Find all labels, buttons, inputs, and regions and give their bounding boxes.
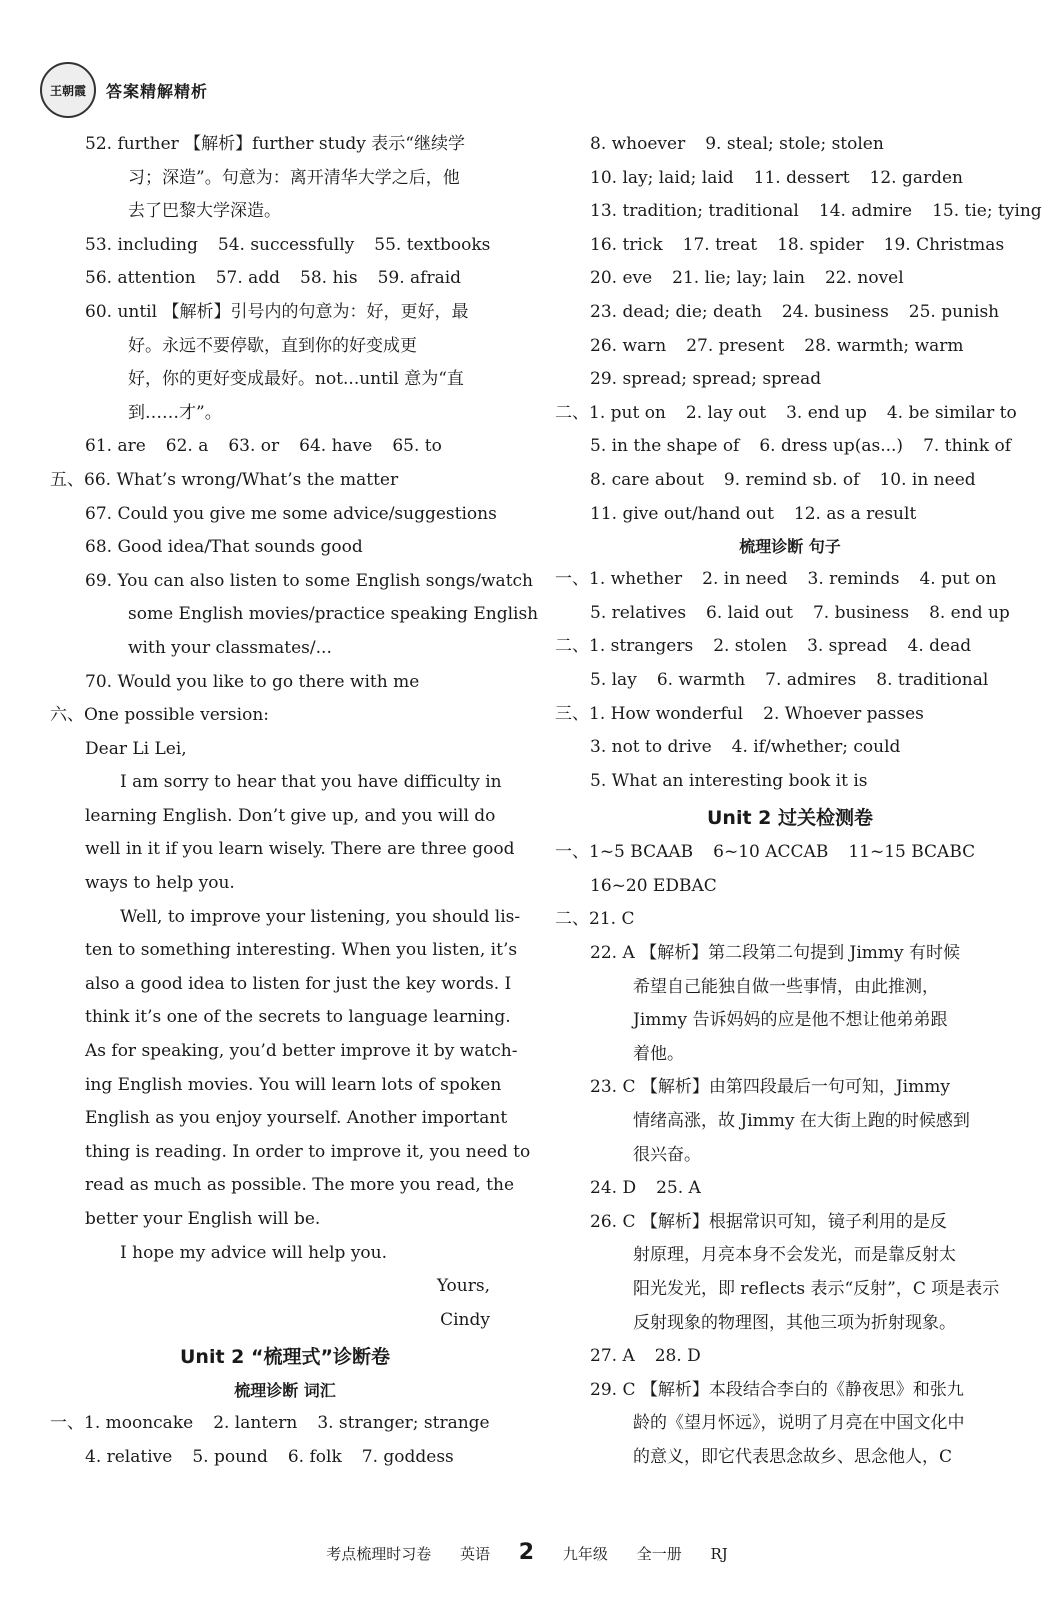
letter-line: better your English will be.: [85, 1209, 321, 1229]
answer-line: 好，你的更好变成最好。not...until 意为“直: [128, 369, 464, 390]
answer-line: 好。永远不要停歇，直到你的好变成更: [128, 335, 417, 356]
answer: 11. dessert: [753, 167, 850, 188]
answer-line: [555, 597, 1025, 631]
footer-volume: 全一册: [636, 1545, 682, 1563]
answer: 5. relatives: [590, 602, 687, 623]
answer-line: 到……才”。: [128, 402, 222, 423]
answer-line: 29. C 【解析】本段结合李白的《静夜思》和张九: [590, 1379, 964, 1400]
letter-signature: Cindy: [440, 1309, 490, 1330]
letter-line: think it’s one of the secrets to language learning.: [85, 1007, 511, 1028]
answer: 3. reminds: [807, 569, 900, 590]
answer: 25. punish: [908, 301, 1000, 322]
answer-line: 29. spread; spread; spread: [590, 369, 822, 390]
answer-line: 23. C 【解析】由第四段最后一句可知，Jimmy: [590, 1077, 950, 1098]
answer: 5. lay: [590, 669, 637, 690]
footer-series: 考点梳理时习卷: [326, 1545, 432, 1563]
section-heading: Unit 2 “梳理式”诊断卷: [180, 1346, 390, 1369]
answer: 6. folk: [287, 1446, 342, 1467]
answer-line: 16~20 EDBAC: [590, 875, 717, 896]
answer-line: [555, 731, 1025, 765]
answer-line: 52. further 【解析】further study 表示“继续学: [85, 134, 466, 154]
answer: 16. trick: [590, 234, 663, 255]
answer: 一、1. whether: [555, 569, 683, 590]
answer: 20. eve: [590, 268, 653, 289]
answer: 19. Christmas: [883, 234, 1005, 255]
answer-line: [555, 128, 1025, 162]
answer: 58. his: [300, 268, 358, 289]
answer: 62. a: [165, 436, 209, 457]
letter-line: Well, to improve your listening, you should lis-: [120, 906, 521, 927]
answer: 6~10 ACCAB: [713, 842, 829, 863]
letter-line: English as you enjoy yourself. Another important: [85, 1108, 508, 1129]
answer-line: [555, 195, 1042, 229]
answer: 2. in need: [702, 569, 788, 590]
answer: 25. A: [656, 1178, 701, 1199]
answer: 10. in need: [879, 469, 976, 490]
answer-line: [555, 1172, 1025, 1206]
answer-line: [50, 430, 520, 464]
answer: 二、1. strangers: [555, 636, 694, 657]
answer-line: [555, 397, 1025, 431]
answer: 27. present: [686, 335, 785, 356]
answer: 12. garden: [869, 167, 964, 188]
answer-line: [555, 262, 1025, 296]
answer-line: [555, 296, 1025, 330]
answer-line: [555, 498, 1025, 532]
answer: 26. warn: [590, 335, 667, 356]
answer-line: [50, 229, 520, 263]
answer: 17. treat: [682, 234, 758, 255]
answer: 一、1. mooncake: [50, 1413, 194, 1434]
answer-line: 射原理，月亮本身不会发光，而是靠反射太: [633, 1245, 956, 1266]
answer: 53. including: [85, 234, 198, 255]
letter-closing: Yours,: [436, 1276, 490, 1297]
answer-line: with your classmates/...: [128, 637, 332, 658]
answer-line: 68. Good idea/That sounds good: [85, 537, 363, 558]
answer-line: 67. Could you give me some advice/suggestions: [85, 503, 497, 524]
answer: 3. end up: [786, 402, 867, 423]
answer: 8. traditional: [876, 669, 989, 690]
answer-line: [555, 430, 1025, 464]
section-heading: Unit 2 过关检测卷: [707, 807, 873, 830]
answer: 57. add: [215, 268, 281, 289]
answer: 8. whoever: [590, 134, 686, 154]
answer: 7. admires: [765, 669, 857, 690]
answer-line: 70. Would you like to go there with me: [85, 671, 420, 692]
answer: 5. in the shape of: [590, 436, 740, 457]
answer: 二、1. put on: [555, 402, 666, 423]
answer-line: [555, 464, 1025, 498]
answer: 59. afraid: [377, 268, 462, 289]
answer: 7. think of: [923, 436, 1012, 457]
answer: 13. tradition; traditional: [590, 201, 799, 222]
letter-line: thing is reading. In order to improve it, you need to: [85, 1141, 531, 1162]
answer-line: 阳光发光，即 reflects 表示“反射”，C 项是表示: [633, 1279, 1000, 1299]
answer: 18. spider: [777, 234, 864, 255]
answer: 一、1~5 BCAAB: [555, 842, 694, 863]
answer-line: 六、One possible version:: [50, 705, 269, 726]
answer: 54. successfully: [217, 234, 355, 255]
letter-line: well in it if you learn wisely. There are three good: [85, 839, 515, 860]
answer-line: 五、66. What’s wrong/What’s the matter: [50, 469, 399, 490]
page-number: 2: [518, 1540, 535, 1565]
answer-line: 的意义，即它代表思念故乡、思念他人，C: [633, 1446, 953, 1467]
page-header: [40, 70, 208, 110]
answer: 15. tie; tying: [932, 201, 1042, 222]
answer-line: [50, 262, 520, 296]
answer-line: [555, 630, 1025, 664]
brand-logo: [40, 62, 96, 118]
left-column: [50, 128, 539, 1475]
letter-line: ways to help you.: [85, 873, 235, 894]
letter-line: I hope my advice will help you.: [120, 1242, 388, 1263]
answer-line: [555, 229, 1025, 263]
answer-line: [50, 1407, 520, 1441]
answer: 8. care about: [590, 469, 704, 490]
answer: 28. D: [654, 1346, 701, 1367]
answer-line: 很兴奋。: [633, 1144, 701, 1165]
answer-line: [555, 330, 1025, 364]
answer: 4. dead: [907, 636, 972, 657]
answer: 14. admire: [818, 201, 913, 222]
answer: 4. be similar to: [886, 402, 1017, 423]
answer: 三、1. How wonderful: [555, 703, 744, 724]
logo-text: 王朝霞: [49, 83, 86, 98]
subsection-heading: 梳理诊断 词汇: [234, 1381, 336, 1401]
letter-line: ten to something interesting. When you listen, it’s: [85, 940, 518, 961]
answer: 6. laid out: [706, 602, 793, 623]
answer: 2. Whoever passes: [763, 703, 924, 724]
answer: 2. lay out: [685, 402, 767, 423]
answer: 4. if/whether; could: [731, 737, 901, 758]
answer: 61. are: [85, 436, 146, 457]
letter-line: read as much as possible. The more you read, the: [85, 1175, 515, 1196]
answer-line: 龄的《望月怀远》，说明了月亮在中国文化中: [633, 1413, 965, 1434]
answer-line: [50, 1441, 520, 1475]
answer: 5. pound: [192, 1446, 268, 1467]
answer-line: 情绪高涨，故 Jimmy 在大街上跑的时候感到: [633, 1111, 970, 1132]
answer: 12. as a result: [793, 503, 917, 524]
answer-line: Jimmy 告诉妈妈的应是他不想让他弟弟跟: [633, 1010, 948, 1031]
answer: 2. stolen: [713, 636, 788, 657]
answer-line: 去了巴黎大学深造。: [128, 201, 281, 222]
answer-line: 22. A 【解析】第二段第二句提到 Jimmy 有时候: [590, 943, 961, 964]
answer: 11. give out/hand out: [590, 503, 774, 524]
answer-line: [555, 836, 1025, 870]
letter-greeting: Dear Li Lei,: [85, 738, 187, 759]
answer: 3. spread: [807, 636, 888, 657]
answer-line: [555, 664, 1025, 698]
right-column: [555, 128, 1042, 1475]
answer: 8. end up: [929, 602, 1010, 623]
answer-line: [555, 1340, 1025, 1374]
footer-grade: 九年级: [562, 1545, 608, 1563]
subsection-heading: 梳理诊断 句子: [739, 537, 841, 557]
answer: 2. lantern: [213, 1413, 298, 1434]
answer: 9. steal; stole; stolen: [705, 134, 884, 154]
answer: 65. to: [392, 436, 442, 457]
answer: 4. put on: [919, 569, 997, 590]
answer-line: 反射现象的物理图，其他三项为折射现象。: [633, 1312, 956, 1333]
answer-line: 69. You can also listen to some English songs/watch: [85, 570, 533, 591]
answer-line: [555, 563, 1025, 597]
page-footer: [0, 1540, 1054, 1565]
answer: 56. attention: [85, 268, 196, 289]
answer: 3. not to drive: [590, 737, 712, 758]
answer: 4. relative: [85, 1446, 173, 1467]
answer-line: some English movies/practice speaking English: [128, 604, 539, 625]
letter-line: ing English movies. You will learn lots of spoken: [85, 1074, 502, 1095]
answer: 11~15 BCABC: [848, 842, 976, 863]
answer-line: 60. until 【解析】引号内的句意为：好，更好，最: [85, 301, 469, 322]
answer-line: 二、21. C: [555, 909, 635, 930]
answer: 9. remind sb. of: [723, 469, 860, 490]
answer: 27. A: [590, 1346, 635, 1367]
answer: 55. textbooks: [374, 234, 491, 255]
answer-line: [555, 698, 1025, 732]
answer-line: 5. What an interesting book it is: [590, 770, 868, 791]
answer: 22. novel: [824, 268, 904, 289]
letter-line: learning English. Don’t give up, and you will do: [85, 805, 496, 826]
answer: 28. warmth; warm: [804, 335, 964, 356]
answer: 63. or: [228, 436, 280, 457]
answer-line: 希望自己能独自做一些事情，由此推测，: [633, 976, 939, 997]
answer: 6. warmth: [656, 669, 746, 690]
letter-line: also a good idea to listen for just the key words. I: [85, 973, 512, 994]
answer: 3. stranger; strange: [317, 1413, 490, 1434]
footer-edition: RJ: [710, 1545, 728, 1563]
answer: 24. business: [781, 301, 889, 322]
answer: 7. goddess: [361, 1446, 454, 1467]
answer: 7. business: [812, 602, 910, 623]
answer-line: 26. C 【解析】根据常识可知，镜子利用的是反: [590, 1211, 947, 1232]
answer: 24. D: [590, 1178, 637, 1199]
answer: 6. dress up(as...): [759, 436, 904, 457]
answer-line: [555, 162, 1025, 196]
header-title: 答案精解精析: [106, 81, 209, 101]
answer: 64. have: [299, 436, 373, 457]
answer: 23. dead; die; death: [590, 301, 762, 322]
letter-line: As for speaking, you’d better improve it by watch-: [85, 1041, 518, 1062]
answer-line: 习；深造”。句意为：离开清华大学之后，他: [128, 167, 460, 188]
footer-subject: 英语: [460, 1545, 491, 1563]
answer: 21. lie; lay; lain: [672, 268, 805, 289]
answer: 10. lay; laid; laid: [590, 167, 734, 188]
answer-line: 着他。: [633, 1043, 684, 1064]
letter-line: I am sorry to hear that you have difficulty in: [120, 772, 502, 793]
